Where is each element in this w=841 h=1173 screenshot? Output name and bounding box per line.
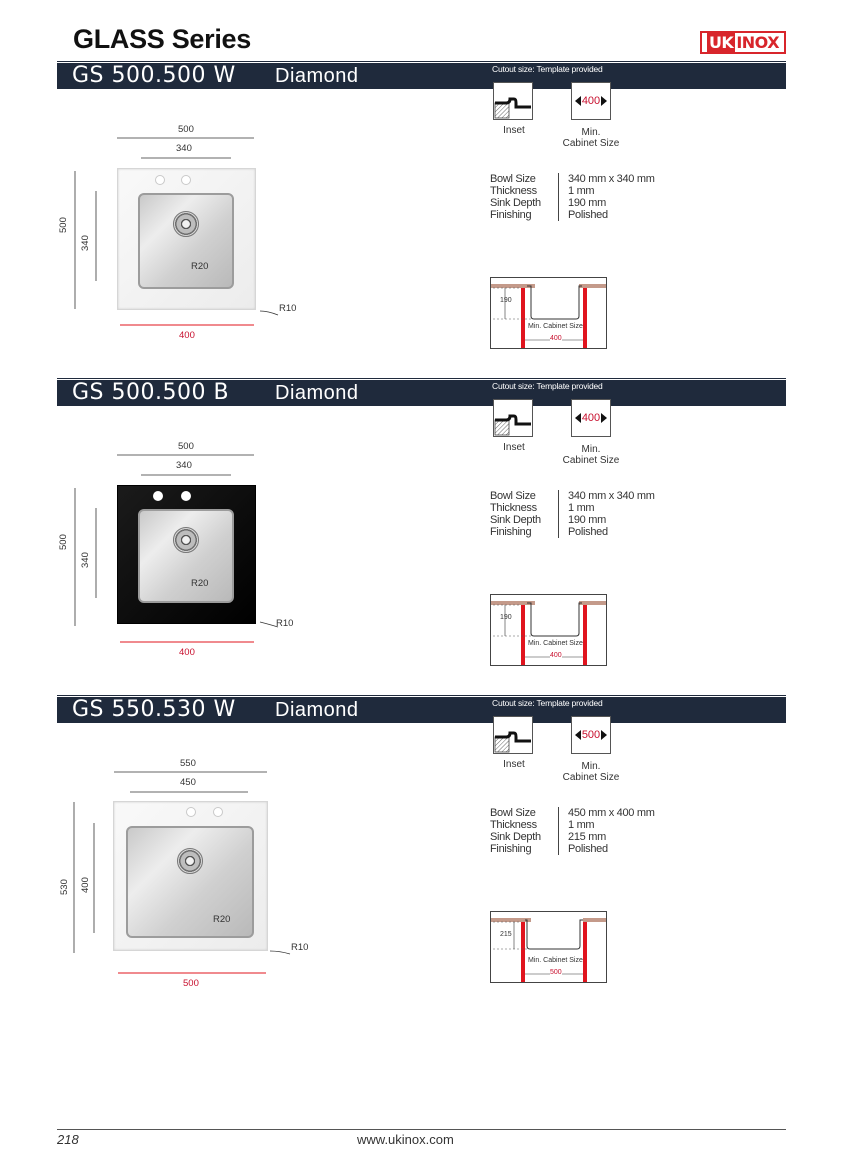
xsec-label: Min. Cabinet Size: [528, 957, 583, 964]
dim-bowl-height: 340: [80, 235, 91, 251]
tap-hole: [181, 175, 191, 185]
dim-overall-height: 500: [58, 534, 69, 550]
website-link[interactable]: www.ukinox.com: [357, 1132, 454, 1147]
product-section-2: [0, 378, 841, 696]
xsec-depth: 215: [500, 931, 512, 938]
bowl-radius: R20: [191, 578, 209, 589]
sink-image: [117, 485, 256, 624]
tap-hole: [153, 491, 163, 501]
spec-row: [490, 490, 655, 502]
spec-row: [490, 502, 655, 514]
inset-label: Inset: [503, 125, 525, 136]
dim-overall-width: 500: [178, 441, 194, 452]
spec-value: 340 mm x 340 mm: [568, 173, 655, 185]
product-code: GS 550.530 W: [72, 697, 236, 722]
spec-row: [490, 173, 655, 185]
sink-bowl: [138, 193, 234, 289]
arrow-right-icon: [601, 730, 607, 740]
cabinet-size-icon: [571, 716, 611, 754]
cutout-note: Cutout size: Template provided: [492, 64, 603, 74]
dim-bowl-height: 340: [80, 552, 91, 568]
xsec-label: Min. Cabinet Size: [528, 323, 583, 330]
section-divider: [57, 695, 786, 696]
product-series: Diamond: [275, 382, 359, 404]
drain-icon: [173, 527, 199, 553]
spec-row: [490, 185, 655, 197]
spec-label: Sink Depth: [490, 197, 559, 209]
spec-label: Sink Depth: [490, 514, 559, 526]
spec-label: Thickness: [490, 502, 559, 514]
cross-section-diagram: [490, 277, 607, 349]
spec-value: 215 mm: [568, 831, 606, 843]
dim-overall-height: 530: [59, 879, 70, 895]
drain-icon: [177, 848, 203, 874]
xsec-cabinet: 400: [550, 652, 562, 659]
cabinet-label: [551, 761, 631, 783]
dim-cutout-width: 400: [179, 330, 195, 341]
min-cabinet-value: 400: [581, 95, 601, 107]
cross-section-diagram: [490, 594, 607, 666]
cabinet-label-line1: Min.: [581, 761, 601, 772]
spec-row: [490, 197, 655, 209]
arrow-left-icon: [575, 413, 581, 423]
cabinet-label-line1: Min.: [581, 127, 601, 138]
dim-bowl-width: 340: [176, 143, 192, 154]
cabinet-label-line2: Cabinet Size: [562, 455, 620, 466]
spec-row: [490, 526, 655, 538]
product-code: GS 500.500 B: [72, 380, 230, 405]
sink-bowl: [138, 509, 234, 603]
arrow-left-icon: [575, 730, 581, 740]
product-series: Diamond: [275, 699, 359, 721]
spec-row: [490, 807, 655, 819]
drain-icon: [173, 211, 199, 237]
sink-radius: R10: [276, 618, 294, 629]
tap-hole: [155, 175, 165, 185]
sink-bowl: [126, 826, 254, 938]
spec-label: Thickness: [490, 185, 559, 197]
spec-row: [490, 819, 655, 831]
spec-label: Bowl Size: [490, 807, 559, 819]
cabinet-label-line1: Min.: [581, 444, 601, 455]
min-cabinet-value: 500: [581, 729, 601, 741]
footer-divider: [57, 1129, 786, 1130]
min-cabinet-value: 400: [581, 412, 601, 424]
spec-label: Bowl Size: [490, 173, 559, 185]
spec-value: 1 mm: [568, 502, 595, 514]
spec-value: 340 mm x 340 mm: [568, 490, 655, 502]
spec-value: Polished: [568, 526, 608, 538]
logo-inox: INOX: [736, 33, 780, 52]
spec-row: [490, 831, 655, 843]
bowl-radius: R20: [191, 261, 209, 272]
spec-value: 190 mm: [568, 197, 606, 209]
section-divider: [57, 61, 786, 62]
tap-hole: [181, 491, 191, 501]
cabinet-label: [551, 127, 631, 149]
section-divider: [57, 378, 786, 379]
spec-value: 450 mm x 400 mm: [568, 807, 655, 819]
spec-label: Finishing: [490, 526, 559, 538]
spec-value: 190 mm: [568, 514, 606, 526]
sink-image: [113, 801, 268, 951]
cutout-note: Cutout size: Template provided: [492, 698, 603, 708]
spec-label: Bowl Size: [490, 490, 559, 502]
spec-label: Sink Depth: [490, 831, 559, 843]
dim-cutout-width: 400: [179, 647, 195, 658]
page-number: 218: [57, 1132, 79, 1147]
cutout-note: Cutout size: Template provided: [492, 381, 603, 391]
product-section-1: [0, 61, 841, 379]
cabinet-label-line2: Cabinet Size: [562, 772, 620, 783]
dim-cutout-width: 500: [183, 978, 199, 989]
inset-mount-icon: [493, 399, 533, 437]
spec-value: Polished: [568, 843, 608, 855]
dim-overall-height: 500: [58, 217, 69, 233]
dim-bowl-width: 450: [180, 777, 196, 788]
inset-label: Inset: [503, 759, 525, 770]
sink-radius: R10: [279, 303, 297, 314]
xsec-label: Min. Cabinet Size: [528, 640, 583, 647]
cabinet-size-icon: [571, 82, 611, 120]
product-section-3: [0, 695, 841, 1013]
inset-label: Inset: [503, 442, 525, 453]
spec-label: Finishing: [490, 209, 559, 221]
product-code: GS 500.500 W: [72, 63, 236, 88]
logo-uk: UK: [708, 33, 734, 52]
bowl-radius: R20: [213, 914, 231, 925]
dim-overall-width: 550: [180, 758, 196, 769]
cabinet-label-line2: Cabinet Size: [562, 138, 620, 149]
spec-table: [490, 173, 655, 221]
product-series: Diamond: [275, 65, 359, 87]
spec-value: Polished: [568, 209, 608, 221]
cross-section-diagram: [490, 911, 607, 983]
spec-label: Thickness: [490, 819, 559, 831]
spec-label: Finishing: [490, 843, 559, 855]
xsec-depth: 190: [500, 297, 512, 304]
tap-hole: [213, 807, 223, 817]
cabinet-size-icon: [571, 399, 611, 437]
brand-logo: [700, 31, 786, 54]
cabinet-label: [551, 444, 631, 466]
tap-hole: [186, 807, 196, 817]
spec-row: [490, 514, 655, 526]
sink-image: [117, 168, 256, 310]
spec-row: [490, 843, 655, 855]
dim-bowl-height: 400: [80, 877, 91, 893]
dim-bowl-width: 340: [176, 460, 192, 471]
spec-row: [490, 209, 655, 221]
spec-value: 1 mm: [568, 185, 595, 197]
inset-mount-icon: [493, 82, 533, 120]
spec-table: [490, 807, 655, 855]
spec-table: [490, 490, 655, 538]
dim-overall-width: 500: [178, 124, 194, 135]
arrow-left-icon: [575, 96, 581, 106]
spec-value: 1 mm: [568, 819, 595, 831]
inset-mount-icon: [493, 716, 533, 754]
arrow-right-icon: [601, 96, 607, 106]
xsec-cabinet: 500: [550, 969, 562, 976]
page-title: GLASS Series: [73, 24, 251, 54]
sink-radius: R10: [291, 942, 309, 953]
xsec-cabinet: 400: [550, 335, 562, 342]
arrow-right-icon: [601, 413, 607, 423]
xsec-depth: 190: [500, 614, 512, 621]
